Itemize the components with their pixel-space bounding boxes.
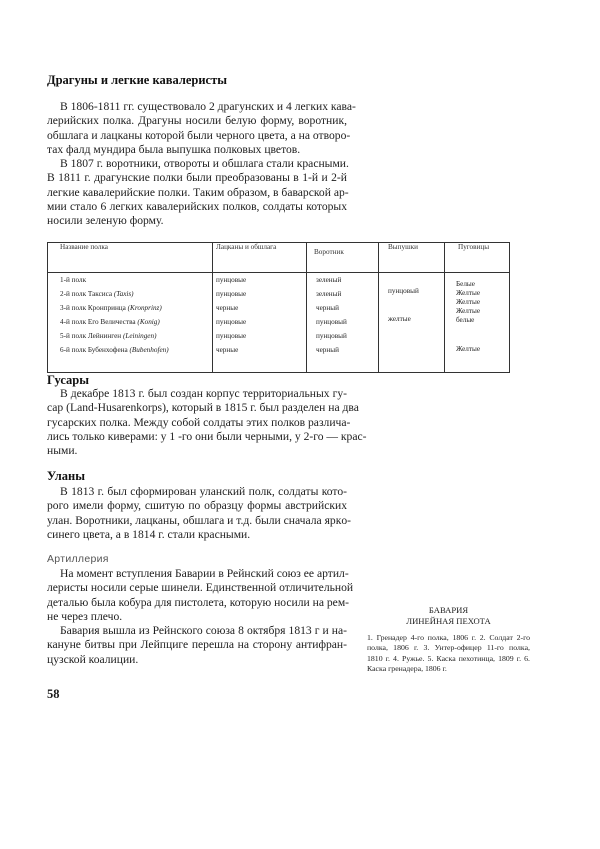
table-cell-regiment: 1-й полк: [60, 276, 87, 284]
text-line: деталью была кобура для пистолета, которую носили на рем-: [47, 595, 350, 609]
table-header-lapels: Лацканы и обшлага: [216, 243, 277, 251]
caption-line: полка, 1806 г. 3. Унтер-офицер 11-го полка,: [367, 643, 530, 653]
section-text-artillery: [47, 567, 354, 667]
text-line: обшлага и лацканы которой были черного цвета, а на отворо-: [47, 128, 351, 142]
text-line: улан. Воротники, лацканы, обшлага и т.д. были сначала яркo-: [47, 513, 352, 527]
table-cell-piping: пунцовый: [388, 287, 419, 295]
table-cell-buttons: Желтые: [456, 289, 481, 297]
table-cell-lapels: пунцовые: [216, 290, 247, 298]
section-heading-artillery: Артиллерия: [47, 553, 109, 565]
table-cell-regiment: 2-й полк Таксиса (Taxis): [60, 290, 134, 298]
table-header-piping: Выпушки: [388, 243, 418, 251]
section-text-hussars: [47, 387, 367, 458]
table-header-buttons: Пуговицы: [458, 243, 490, 251]
table-header-regiment: Название полка: [60, 243, 108, 251]
text-line: На момент вступления Баварии в Рейнский союз ее артил-: [60, 567, 349, 580]
table-column-divider: [306, 243, 307, 372]
text-line: лись только киверами: у 1 -го они были черными, у 2-го — крас-: [47, 429, 367, 443]
table-cell-buttons: Желтые: [456, 345, 481, 353]
table-cell-buttons: Желтые: [456, 298, 481, 306]
text-line: тах фалд мундира была выпушка полковых цветов.: [47, 142, 301, 156]
table-cell-lapels: черные: [216, 304, 239, 312]
table-cell-collar: зеленый: [316, 290, 342, 298]
caption-line: 1810 г. 4. Ружье. 5. Каска пехотинца, 1809 г. 6.: [367, 653, 530, 663]
caption-title: БАВАРИЯ: [428, 605, 469, 615]
table-cell-regiment: 6-й полк Бубенхофена (Bubenhofen): [60, 346, 169, 354]
caption-line: 1. Гренадер 4-го полка, 1806 г. 2. Солдат 2-го: [367, 633, 530, 642]
table-header-collar: Воротник: [314, 248, 344, 256]
table-cell-buttons: белые: [456, 316, 475, 324]
text-line: Бавария вышла из Рейнского союза 8 октября 1813 г и на-: [60, 624, 347, 638]
table-cell-lapels: черные: [216, 346, 239, 354]
text-line: кануне битвы при Лейпциге перешла на сторону антифран-: [47, 638, 347, 652]
section-text-dragoons: [47, 100, 356, 229]
table-column-divider: [212, 243, 213, 372]
text-line: синего цвета, а в 1814 г. стали красными.: [47, 527, 251, 541]
table-cell-collar: черный: [316, 346, 339, 354]
text-line: цузской коалиции.: [47, 652, 139, 666]
page-number: 58: [47, 687, 60, 701]
table-column-divider: [444, 243, 445, 372]
table-cell-collar: черный: [316, 304, 339, 312]
text-line: гусарских полка. Между собой солдаты этих полков различа-: [47, 415, 351, 429]
text-line: мии стало 6 легких кавалерийских полков, солдаты которых: [47, 200, 347, 214]
figure-caption: [367, 605, 530, 675]
text-line: В 1813 г. был сформирован уланский полк, солдаты кото-: [60, 485, 347, 498]
table-cell-lapels: пунцовые: [216, 276, 247, 284]
caption-subtitle: ЛИНЕЙНАЯ ПЕХОТА: [406, 616, 491, 626]
table-cell-regiment: 5-й полк Лейнинген (Leiningen): [60, 332, 157, 340]
text-line: В 1807 г. воротники, отвороты и обшлага стали красными.: [60, 157, 349, 171]
table-cell-collar: пунцовый: [316, 318, 347, 326]
table-cell-regiment: 3-й полк Кронпринца (Kronprinz): [60, 304, 162, 312]
text-line: легкие кавалерийские полки. Таким образом, в баварской ар-: [47, 185, 349, 199]
table-cell-lapels: пунцовые: [216, 332, 247, 340]
table-cell-regiment: 4-й полк Его Величества (Konig): [60, 318, 160, 326]
text-line: рого имели форму, сшитую по образцу формы австрийских: [47, 499, 347, 513]
table-cell-buttons: Белые: [456, 280, 475, 288]
table-cell-collar: зеленый: [316, 276, 342, 284]
text-line: В 1806-1811 гг. существовало 2 драгунских и 4 легких кава-: [60, 100, 356, 113]
caption-line: Каска гренадера, 1806 г.: [367, 664, 447, 674]
table-cell-lapels: пунцовые: [216, 318, 247, 326]
table-column-divider: [378, 243, 379, 372]
table-header-divider: [48, 272, 509, 273]
section-heading-uhlans: Уланы: [47, 469, 85, 483]
text-line: носили зеленую форму.: [47, 214, 164, 228]
text-line: В 1811 г. драгунские полки были преобразованы в 1-й и 2-й: [47, 171, 347, 185]
section-heading-dragoons: Драгуны и легкие кавалеристы: [47, 73, 227, 87]
uniform-table: [47, 242, 510, 373]
table-cell-collar: пунцовый: [316, 332, 347, 340]
text-line: лерийских полка. Драгуны носили белую форму, воротник,: [47, 114, 347, 128]
section-heading-hussars: Гусары: [47, 373, 90, 387]
text-line: леристы носили серые шинели. Единственной отличительной: [47, 581, 354, 595]
table-cell-piping: желтые: [388, 315, 411, 323]
table-cell-buttons: Желтые: [456, 307, 481, 315]
text-line: ными.: [47, 444, 78, 458]
section-text-uhlans: [47, 485, 352, 542]
text-line: сар (Land-Husarenkorps), который в 1815 г. был разделен на два: [47, 401, 359, 415]
text-line: В декабре 1813 г. был создан корпус территориальных гу-: [60, 387, 347, 400]
text-line: не через плечо.: [47, 609, 123, 623]
